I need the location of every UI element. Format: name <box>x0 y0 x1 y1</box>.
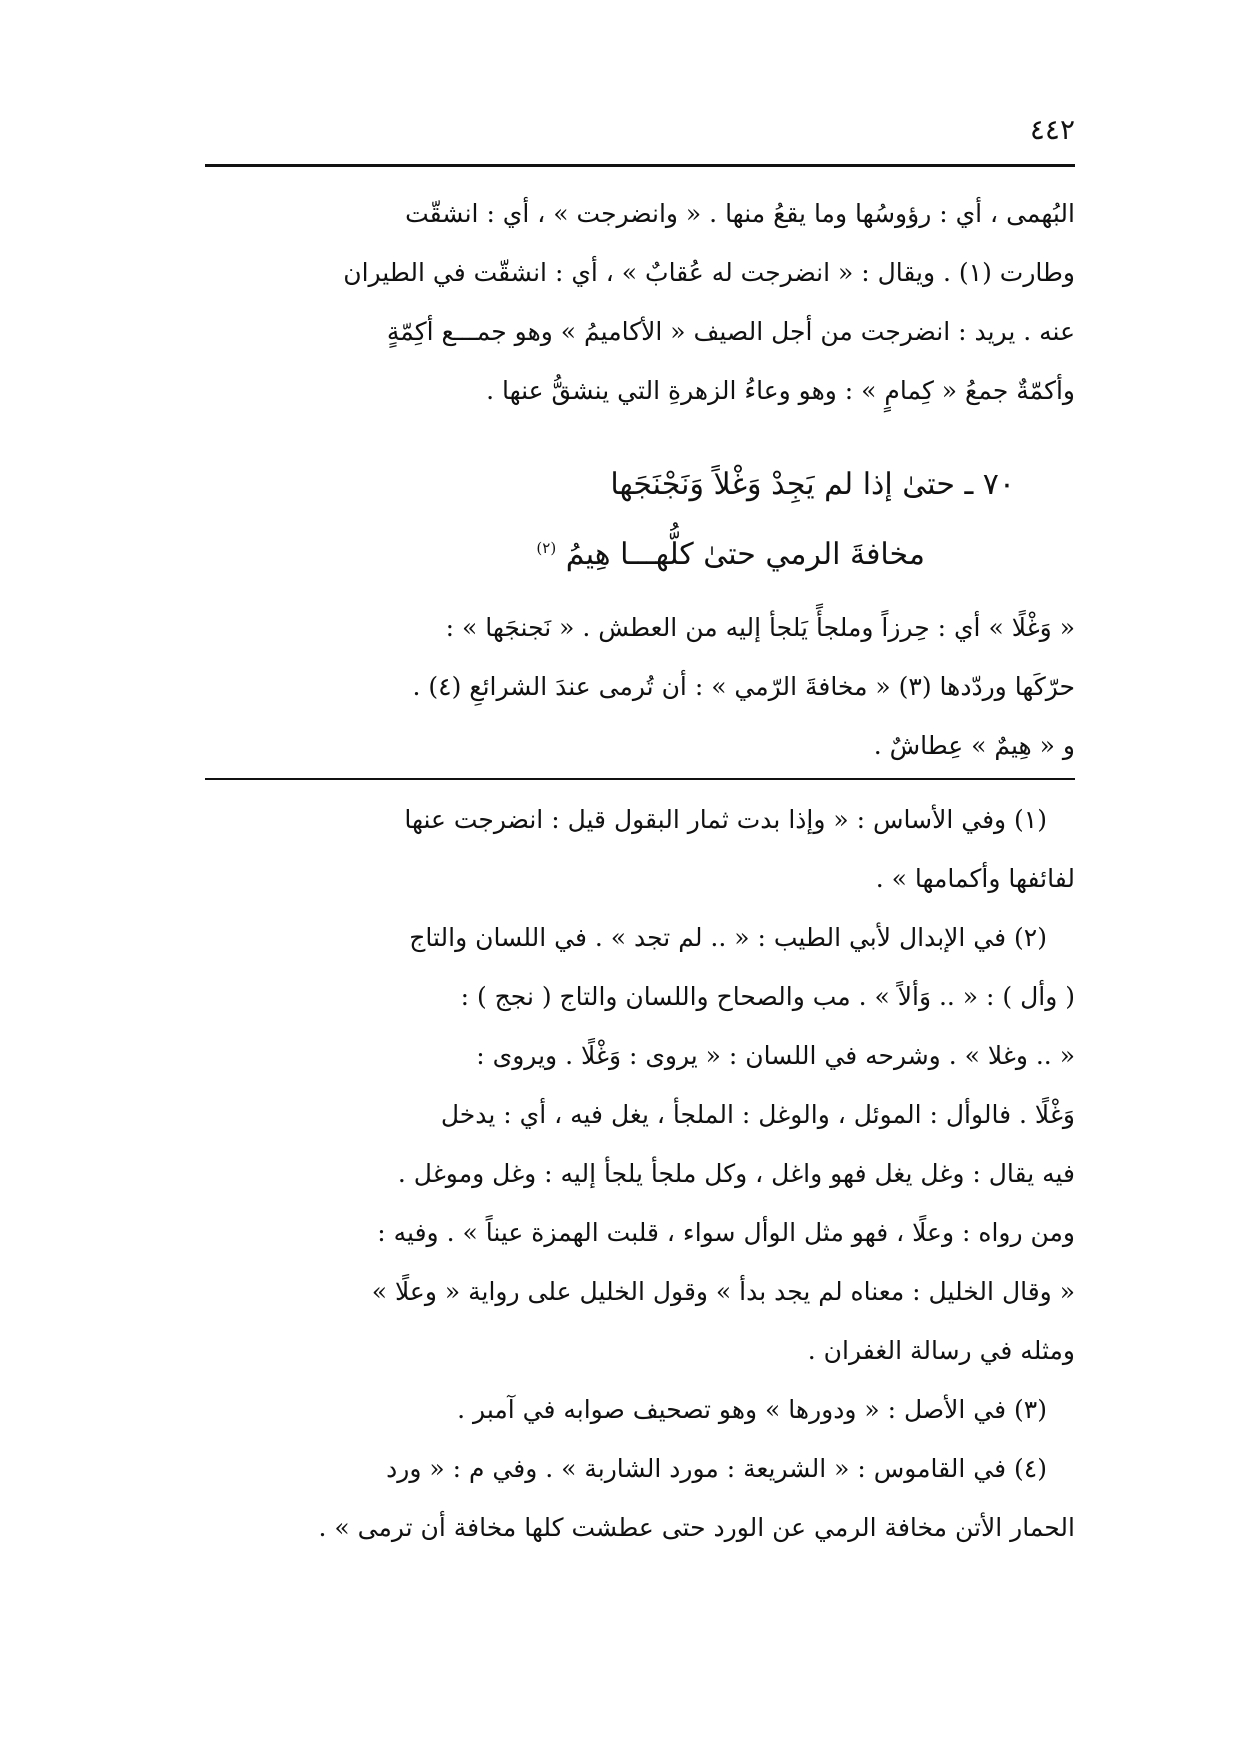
footnote-3 <box>205 1380 1075 1439</box>
header-rule <box>205 164 1075 167</box>
gloss-line: « وَغْلًا » أي : حِرزاً وملجأً يَلجأ إليه من العطش . « نَجنجَها » : <box>445 613 1075 642</box>
verse-footnote-ref: (٢) <box>536 539 557 557</box>
footnote-line: لفائفها وأكمامها » . <box>875 864 1075 893</box>
footnote-line: (٢) في الإبدال لأبي الطيب : « .. لم تجد » . في اللسان والتاج <box>409 923 1047 952</box>
verse-first-hemistich <box>205 450 1015 520</box>
footnote-rule <box>205 778 1075 780</box>
verse-number: ٧٠ ـ <box>964 467 1015 502</box>
book-page <box>205 110 1075 1710</box>
footnote-line: (٤) في القاموس : « الشريعة : مورد الشاربة » . وفي م : « ورد <box>386 1454 1047 1483</box>
footnote-line: (٣) في الأصل : « ودورها » وهو تصحيف صوابه في آمبر . <box>457 1395 1047 1424</box>
verse-second-hemistich-text: مخافةَ الرمي حتىٰ كلُّهـــا هِيمُ <box>565 537 925 572</box>
commentary-block <box>205 184 1075 420</box>
gloss-line: و « هِيمٌ » عِطاشٌ . <box>873 731 1075 760</box>
commentary-line: البُهمى ، أي : رؤوسُها وما يقعُ منها . « وانضرجت » ، أي : انشقّت <box>405 199 1075 228</box>
commentary-line: وطارت (١) . ويقال : « انضرجت له عُقابٌ » ، أي : انشقّت في الطيران <box>343 258 1075 287</box>
footnote-line: فيه يقال : وغل يغل فهو واغل ، وكل ملجأ يلجأ إليه : وغل وموغل . <box>397 1159 1075 1188</box>
footnote-line: ومثله في رسالة الغفران . <box>807 1336 1075 1365</box>
commentary-line: عنه . يريد : انضرجت من أجل الصيف « الأكاميمُ » وهو جمـــع أكِمّةٍ <box>386 317 1075 346</box>
footnote-line: الحمار الأتن مخافة الرمي عن الورد حتى عطشت كلها مخافة أن ترمى » . <box>318 1513 1075 1542</box>
footnotes <box>205 790 1075 1557</box>
footnote-1 <box>205 790 1075 908</box>
footnote-line: (١) وفي الأساس : « وإذا بدت ثمار البقول قيل : انضرجت عنها <box>404 805 1047 834</box>
verse-second-hemistich <box>205 520 925 590</box>
verse-first-hemistich-text: حتىٰ إذا لم يَجِدْ وَغْلاً وَنَجْنَجَها <box>610 467 955 502</box>
gloss-block <box>205 598 1075 775</box>
gloss-line: حرّكَها وردّدها (٣) « مخافةَ الرّمي » : أن تُرمى عندَ الشرائعِ (٤) . <box>412 672 1075 701</box>
page-number: ٤٤٢ <box>1029 113 1075 146</box>
footnote-line: ومن رواه : وعلًا ، فهو مثل الوأل سواء ، قلبت الهمزة عيناً » . وفيه : <box>377 1218 1075 1247</box>
verse-block <box>205 450 1075 590</box>
footnote-line: وَغْلًا . فالوأل : الموئل ، والوغل : الملجأ ، يغل فيه ، أي : يدخل <box>440 1100 1075 1129</box>
footnote-4 <box>205 1439 1075 1557</box>
footnote-2 <box>205 908 1075 1380</box>
footnote-line: « وقال الخليل : معناه لم يجد بدأ » وقول الخليل على رواية « وعلًا » <box>371 1277 1075 1306</box>
footnote-line: « .. وغلا » . وشرحه في اللسان : « يروى : وَغْلًا . ويروى : <box>476 1041 1075 1070</box>
footnote-line: ( وأل ) : « .. وَألاً » . مب والصحاح واللسان والتاج ( نجج ) : <box>460 982 1075 1011</box>
commentary-line: وأكمّةٌ جمعُ « كِمامٍ » : وهو وعاءُ الزهرةِ التي ينشقُّ عنها . <box>486 376 1075 405</box>
